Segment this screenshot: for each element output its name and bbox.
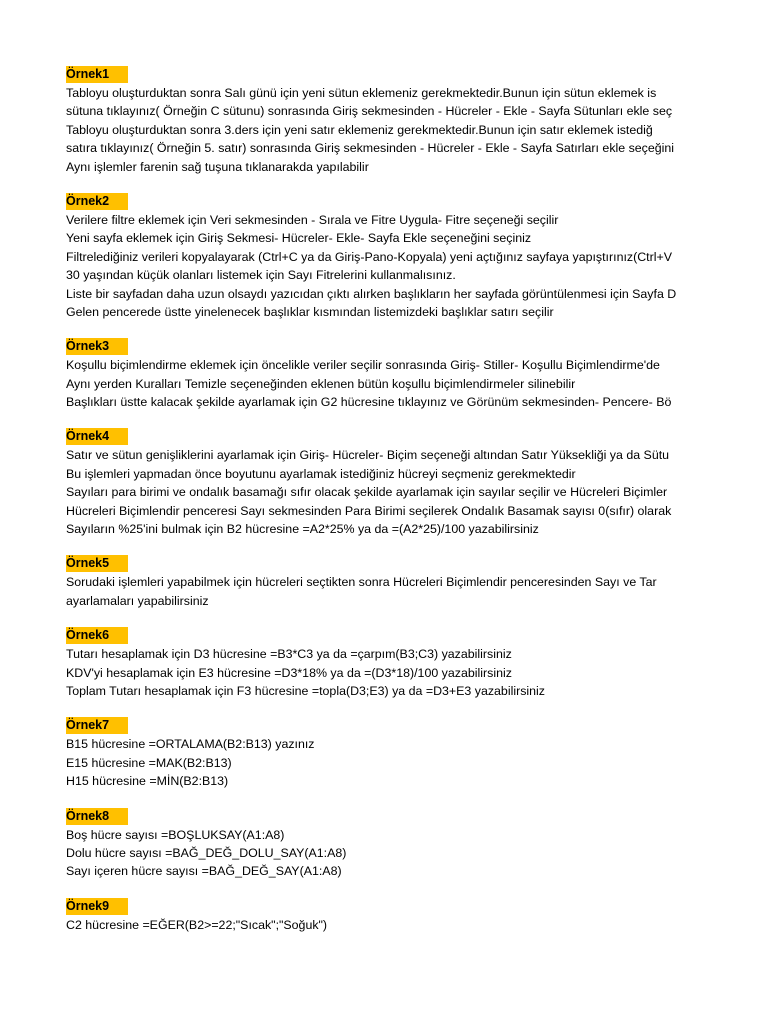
section-2 [66, 192, 687, 321]
text-cell[interactable]: Sayı içeren hücre sayısı =BAĞ_DEĞ_SAY(A1:A8) [66, 864, 342, 879]
section-6 [66, 626, 687, 700]
section-title[interactable]: Örnek2 [66, 193, 128, 210]
text-cell[interactable]: Boş hücre sayısı =BOŞLUKSAY(A1:A8) [66, 827, 285, 842]
text-cell[interactable]: Filtrelediğiniz verileri kopyalayarak (Ctrl+C ya da Giriş-Pano-Kopyala) yeni açtığınız sayfaya yapıştırınız(Ctrl+V [66, 249, 672, 264]
text-cell[interactable]: Koşullu biçimlendirme eklemek için öncelikle veriler seçilir sonrasında Giriş- Stiller- Koşullu Biçimlendirme'de [66, 358, 660, 373]
empty-row [66, 321, 687, 337]
empty-row [66, 176, 687, 192]
text-cell[interactable]: Sayıları para birimi ve ondalık basamağı sıfır olacak şekilde ayarlamak için sayılar seçilir ve Hücreleri Biçimler [66, 485, 668, 500]
section-title[interactable]: Örnek7 [66, 717, 128, 734]
text-cell[interactable]: H15 hücresine =MİN(B2:B13) [66, 774, 229, 789]
text-cell[interactable]: ayarlamaları yapabilirsiniz [66, 593, 209, 608]
text-cell[interactable]: Aynı yerden Kuralları Temizle seçeneğinden eklenen bütün koşullu biçimlendirmeler silinebilir [66, 376, 576, 391]
spreadsheet-content [66, 65, 687, 934]
text-cell[interactable]: Bu işlemleri yapmadan önce boyutunu ayarlamak istediğiniz hücreyi seçmeniz gerekmektedir [66, 466, 576, 481]
text-cell[interactable]: Aynı işlemler farenin sağ tuşuna tıklanarakda yapılabilir [66, 159, 369, 174]
text-cell[interactable]: sütuna tıklayınız( Örneğin C sütunu) sonrasında Giriş sekmesinden - Hücreler - Ekle - Sayfa Sütunları ekle seç [66, 104, 673, 119]
empty-row [66, 538, 687, 554]
section-8 [66, 807, 687, 881]
text-cell[interactable]: Sayıların %25'ini bulmak için B2 hücresine =A2*25% ya da =(A2*25)/100 yazabilirsiniz [66, 522, 539, 537]
section-4 [66, 427, 687, 538]
section-3 [66, 337, 687, 411]
empty-row [66, 881, 687, 897]
section-title[interactable]: Örnek1 [66, 66, 128, 83]
text-cell[interactable]: E15 hücresine =MAK(B2:B13) [66, 755, 232, 770]
text-cell[interactable]: Dolu hücre sayısı =BAĞ_DEĞ_DOLU_SAY(A1:A8) [66, 845, 347, 860]
empty-row [66, 411, 687, 427]
text-cell[interactable]: C2 hücresine =EĞER(B2>=22;"Sıcak";"Soğuk") [66, 917, 328, 932]
section-title[interactable]: Örnek3 [66, 338, 128, 355]
empty-row [66, 791, 687, 807]
text-cell[interactable]: Yeni sayfa eklemek için Giriş Sekmesi- Hücreler- Ekle- Sayfa Ekle seçeneğini seçiniz [66, 231, 532, 246]
text-cell[interactable]: Tabloyu oluşturduktan sonra Salı günü için yeni sütun eklemeniz gerekmektedir.Bunun için sütun eklemek is [66, 86, 657, 100]
text-cell[interactable]: satıra tıklayınız( Örneğin 5. satır) sonrasında Giriş sekmesinden - Hücreler - Ekle - Sayfa Satırları ekle seçeğini [66, 141, 675, 156]
text-cell[interactable]: Hücreleri Biçimlendir penceresi Sayı sekmesinden Para Birimi seçilerek Ondalık Basamak sayısı 0(sıfır) olarak [66, 503, 672, 518]
text-cell[interactable]: Tutarı hesaplamak için D3 hücresine =B3*C3 ya da =çarpım(B3;C3) yazabilirsiniz [66, 647, 512, 662]
section-title[interactable]: Örnek5 [66, 555, 128, 572]
text-cell[interactable]: Satır ve sütun genişliklerini ayarlamak için Giriş- Hücreler- Biçim seçeneği altından Satır Yüksekliği ya da Sütu [66, 448, 670, 463]
text-cell[interactable]: Liste bir sayfadan daha uzun olsaydı yazıcıdan çıktı alırken başlıkların her sayfada görüntülenmesi için Sayfa D [66, 286, 677, 301]
text-cell[interactable]: Sorudaki işlemleri yapabilmek için hücreleri seçtikten sonra Hücreleri Biçimlendir penceresinden Sayı ve Tar [66, 575, 657, 590]
empty-row [66, 700, 687, 716]
text-cell[interactable]: Toplam Tutarı hesaplamak için F3 hücresine =topla(D3;E3) ya da =D3+E3 yazabilirsiniz [66, 683, 545, 698]
text-cell[interactable]: Verilere filtre eklemek için Veri sekmesinden - Sırala ve Fitre Uygula- Fitre seçeneği seçilir [66, 212, 559, 227]
section-title[interactable]: Örnek8 [66, 808, 128, 825]
text-cell[interactable]: 30 yaşından küçük olanları listemek için Sayı Fitrelerini kullanmalısınız. [66, 268, 456, 283]
text-cell[interactable]: Tabloyu oluşturduktan sonra 3.ders için yeni satır eklemeniz gerekmektedir.Bunun için satır eklemek istediğ [66, 122, 653, 137]
section-9 [66, 897, 687, 934]
section-5 [66, 554, 687, 610]
section-1 [66, 65, 687, 176]
text-cell[interactable]: Gelen pencerede üstte yinelenecek başlıklar kısmından listemizdeki başlıklar satırı seçilir [66, 304, 554, 319]
empty-row [66, 610, 687, 626]
section-title[interactable]: Örnek4 [66, 428, 128, 445]
section-title[interactable]: Örnek6 [66, 627, 128, 644]
text-cell[interactable]: B15 hücresine =ORTALAMA(B2:B13) yazınız [66, 737, 315, 752]
section-7 [66, 716, 687, 790]
text-cell[interactable]: Başlıkları üstte kalacak şekilde ayarlamak için G2 hücresine tıklayınız ve Görünüm sekmesinden- Pencere- Bö [66, 395, 672, 410]
section-title[interactable]: Örnek9 [66, 898, 128, 915]
text-cell[interactable]: KDV'yi hesaplamak için E3 hücresine =D3*18% ya da =(D3*18)/100 yazabilirsiniz [66, 665, 512, 680]
